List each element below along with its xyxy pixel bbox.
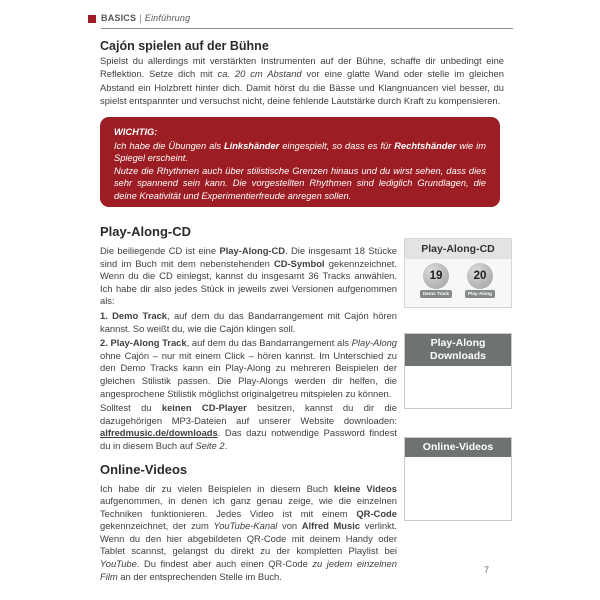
paragraph-demo-track: 1. Demo Track, auf dem du das Bandarrangement mit Cajón hören kannst. So weißt du, wie die Cajón klingen soll. <box>100 309 398 334</box>
cd-track-number: 20 <box>467 263 493 289</box>
downloads-title-line-1: Play-Along <box>430 337 486 349</box>
important-note-box <box>100 117 500 207</box>
online-videos-box <box>404 437 512 521</box>
main-text-column <box>100 224 397 585</box>
header-subsection-label: Einführung <box>144 13 191 23</box>
paragraph-mp3-download: Solltest du keinen CD-Player besitzen, kannst du dir die dazugehörigen MP3-Dateien auf unserer Website downloaden: alfredmusic.de/downloads. Das dazu notwendige Password findest du in diesem Buch auf Seite 2. <box>100 402 397 451</box>
paragraph-playalong-intro: Die beiliegende CD ist eine Play-Along-CD. Die insgesamt 18 Stücke sind im Buch mit dem nebenstehenden CD-Symbol gekennzeichnet. Wenn du die CD einlegst, kannst du insgesamt 36 Tracks anwählen. Ich habe dir also jedes Stück in jeweils zwei Versionen aufgenommen als: <box>100 245 397 307</box>
paragraph-playalong-track: 2. Play-Along Track, auf dem du das Bandarrangement als Play-Along ohne Cajón – nur mit einem Click – hören kannst. Im Unterschied zu den Demo Tracks kann ein Play-Along zu mehreren Beispielen der gleichen Stilistik passen. Die Play-Alongs werden dir helfen, die angesprochene Stilistik möglichst originalgetreu mitspielen zu können. <box>100 337 397 399</box>
downloads-title-line-2: Downloads <box>429 350 486 362</box>
cd-disc-icon <box>463 263 497 299</box>
header-divider: | <box>139 13 142 23</box>
cd-track-type-badge: Play-Along <box>465 290 495 298</box>
page-header <box>101 13 513 29</box>
cd-track-number: 19 <box>423 263 449 289</box>
important-note-label: WICHTIG: <box>114 127 158 137</box>
important-note-paragraph-1: Ich habe die Übungen als Linkshänder eingespielt, so dass es für Rechtshänder wie im Spiegel erscheint. <box>114 140 486 164</box>
playalong-downloads-box <box>404 333 512 409</box>
paragraph-buehne: Spielst du allerdings mit verstärkten Instrumenten auf der Bühne, schaffe dir unbedingt eine Reflektion. Setze dich mit ca. 20 cm Abstand vor eine glatte Wand oder stelle im gleichen Abstand ein Holzbrett hinter dich. Damit hörst du die Bässe und Klangnuancen viel besser, du spielst entspannter und versuchst nicht, deine fehlende Lautstärke durch Kraft zu kompensieren. <box>100 55 504 107</box>
playalong-downloads-box-title <box>405 334 511 366</box>
playalong-cd-symbol-box <box>404 238 512 308</box>
important-note-paragraph-2: Nutze die Rhythmen auch über stilistische Grenzen hinaus und du wirst sehen, dass dies sehr spannend sein kann. Die vorgestellten Rhythmen sind lediglich Grundlagen, die deine Kreativität und Experimentierfreude anregen sollen. <box>114 165 486 201</box>
cd-track-type-badge: Demo Track <box>420 290 452 298</box>
header-section-label: BASICS <box>101 13 137 23</box>
section-title-online-videos: Online-Videos <box>100 461 188 477</box>
cd-disc-icon <box>419 263 453 299</box>
page-number: 7 <box>484 565 490 575</box>
chapter-color-marker-icon <box>88 15 96 23</box>
cd-track-icons <box>405 259 511 299</box>
playalong-cd-box-title: Play-Along-CD <box>405 239 511 259</box>
section-title-playalong-cd: Play-Along-CD <box>100 224 191 239</box>
section-title-buehne: Cajón spielen auf der Bühne <box>100 39 269 53</box>
paragraph-online-videos: Ich habe dir zu vielen Beispielen in diesem Buch kleine Videos aufgenommen, in denen ich ganz genau zeige, wie die einzelnen Techniken funktionieren. Jedes Video ist mit einem QR-Code gekennzeichnet, der zum YouTube-Kanal von Alfred Music verlinkt. Wenn du den hier abgebildeten QR-Code mit deinem Handy oder Tablet scannst, gelangst du direkt zu der kompletten Playlist bei YouTube. Du findest aber auch einen QR-Code zu jedem einzelnen Film an der entsprechenden Stelle im Buch. <box>100 482 398 582</box>
online-videos-box-title: Online-Videos <box>405 438 511 457</box>
